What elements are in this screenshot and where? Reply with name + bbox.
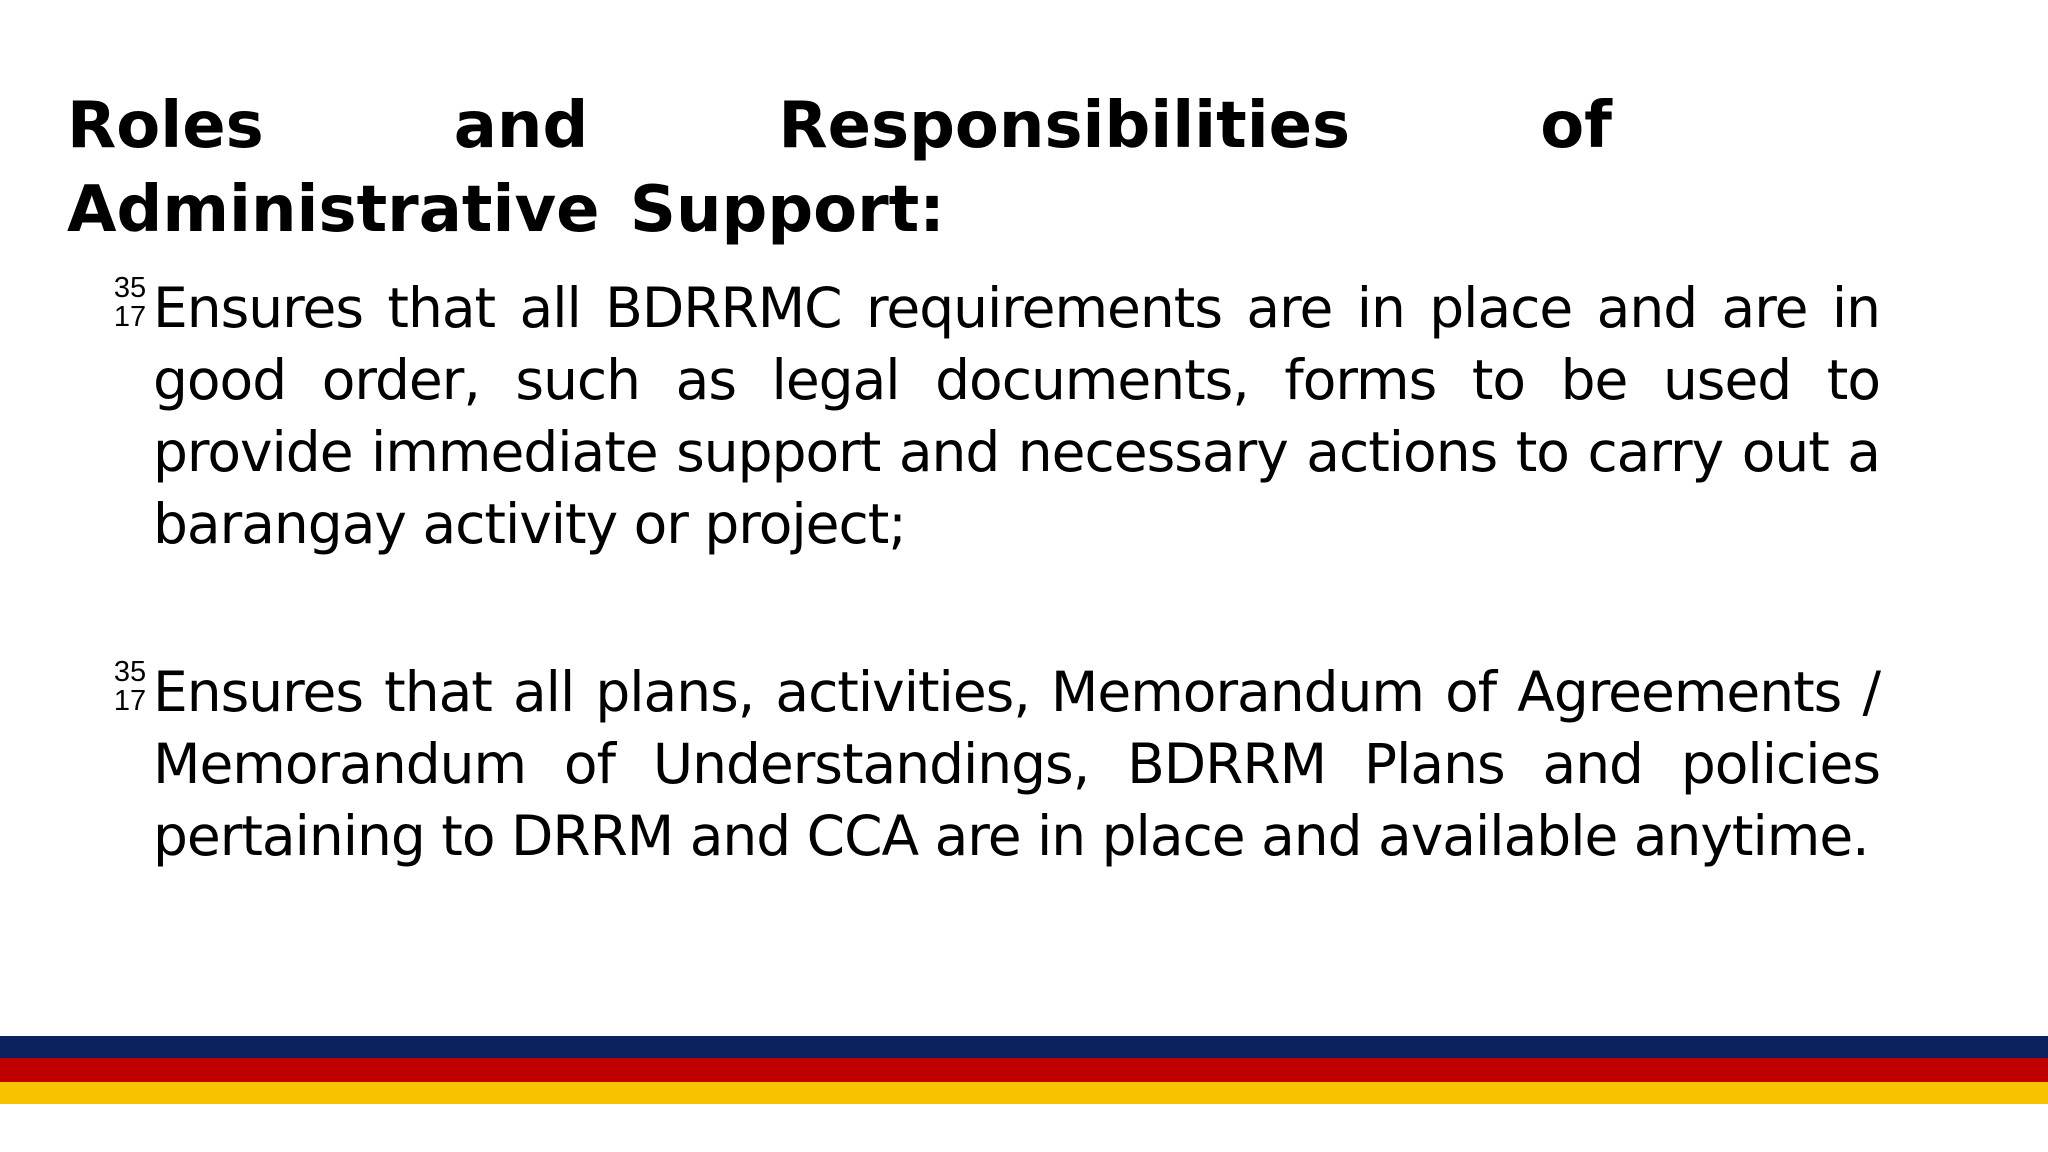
footer-stripes: [0, 1036, 2048, 1104]
stripe-navy: [0, 1036, 2048, 1058]
marker-top: 35: [113, 272, 147, 304]
stripe-gold: [0, 1082, 2048, 1104]
bullet-text: Ensures that all plans, activities, Memorandum of Agreements / Memorandum of Understandings, BDRRM Plans and policies pertaining to DRRM and CCA are in place and available anytime.: [153, 660, 1880, 868]
bullet-item: [107, 272, 1880, 560]
bullet-text: Ensures that all BDRRMC requirements are in place and are in good order, such as legal documents, forms to be used to provide immediate support and necessary actions to carry out a barangay activity or project;: [153, 276, 1880, 556]
stripe-red: [0, 1058, 2048, 1082]
bullet-marker-icon: [107, 658, 153, 716]
bullet-item: [107, 656, 1880, 872]
slide-title: Roles and Responsibilities of Administrative Support:: [67, 89, 1612, 247]
marker-bottom: 17: [113, 301, 147, 333]
bullet-marker-icon: [107, 274, 153, 332]
marker-bottom: 17: [113, 685, 147, 717]
marker-top: 35: [113, 656, 147, 688]
